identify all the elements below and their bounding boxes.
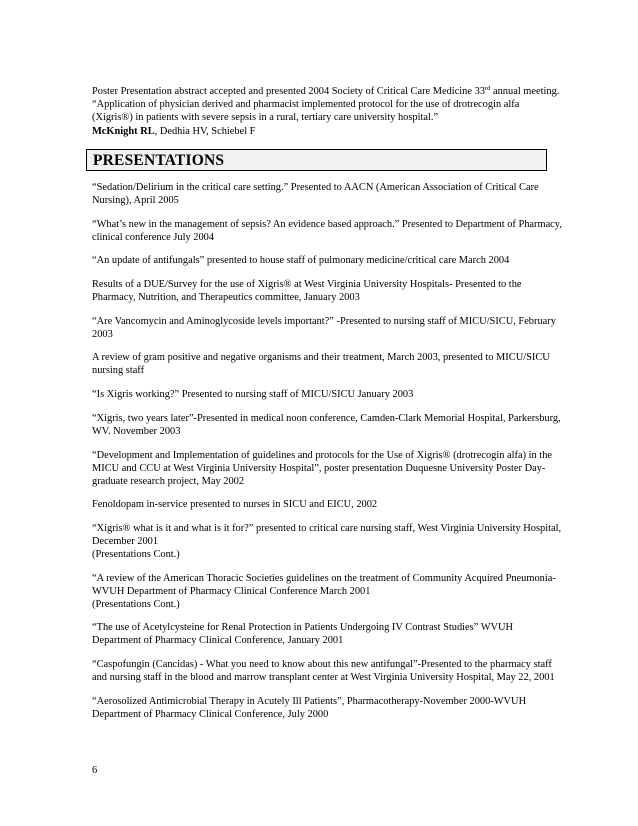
presentation-entry: “Xigris® what is it and what is it for?” presented to critical care nursing staff, West Virginia University Hospital, December 2001 (Presentations Cont.) [92, 522, 562, 560]
presentation-entry: “A review of the American Thoracic Societies guidelines on the treatment of Community Acquired Pneumonia-WVUH Department of Pharmacy Clinical Conference March 2001 (Presentations Cont.) [92, 572, 556, 610]
presentation-entry: “Xigris, two years later”-Presented in medical noon conference, Camden-Clark Memorial Hospital, Parkersburg, WV. November 2003 [92, 412, 561, 437]
presentation-entry: “Sedation/Delirium in the critical care setting.” Presented to AACN (American Association of Critical Care Nursing), April 2005 [92, 182, 539, 206]
presentation-entry: “The use of Acetylcysteine for Renal Protection in Patients Undergoing IV Contrast Studies” WVUH Department of Pharmacy Clinical Conference, January 2001 [92, 622, 514, 647]
presentation-entry: Fenoldopam in-service presented to nurses in SICU and EICU, 2002 [92, 499, 378, 511]
ordinal-suffix: rd [484, 85, 491, 92]
presentation-entry: “Are Vancomycin and Aminoglycoside levels important?” -Presented to nursing staff of MICU/SICU, February 2003 [92, 315, 556, 340]
presentation-entry: A review of gram positive and negative organisms and their treatment, March 2003, presented to MICU/SICU nursing staff [92, 352, 550, 377]
presentation-entry: “Caspofungin (Cancidas) - What you need to know about this new antifungal”-Presented to the pharmacy staff and nursing staff in the blood and marrow transplant center at West Virginia University Hospital, May 22, 2001 [92, 658, 555, 683]
abstract-authors [92, 125, 562, 138]
presentation-entry: Results of a DUE/Survey for the use of Xigris® at West Virginia University Hospitals- Presented to the Pharmacy, Nutrition, and Therapeutics committee, January 2003 [92, 279, 522, 304]
poster-abstract [92, 85, 562, 138]
presentation-entry: “Aerosolized Antimicrobial Therapy in Acutely Ill Patients”, Pharmacotherapy-November 2000-WVUH Department of Pharmacy Clinical Conference, July 2000 [92, 695, 527, 720]
presentations-list [92, 181, 562, 731]
presentation-entry: “Is Xigris working?” Presented to nursing staff of MICU/SICU January 2003 [92, 389, 414, 401]
presentation-entry: “What’s new in the management of sepsis? An evidence based approach.” Presented to Department of Pharmacy, clinical conference July 2004 [92, 218, 562, 243]
abstract-text-part2: annual meeting. “Application of physician derived and pharmacist implemented protocol for the use of drotrecogin alfa (Xigris®) in patients with severe sepsis in a rural, tertiary care university hospital.” [92, 86, 560, 124]
presentation-entry: “An update of antifungals” presented to house staff of pulmonary medicine/critical care March 2004 [92, 255, 510, 267]
section-header-box [86, 149, 547, 171]
presentation-entry: “Development and Implementation of guidelines and protocols for the Use of Xigris® (drotrecogin alfa) in the MICU and CCU at West Virginia University Hospital”, poster presentation Duquesne University Poster Day-graduate research project, May 2002 [92, 449, 553, 487]
section-title: PRESENTATIONS [93, 152, 225, 169]
abstract-text-part1: Poster Presentation abstract accepted and presented 2004 Society of Critical Care Medicine 33 [92, 86, 485, 97]
page-number: 6 [92, 765, 98, 776]
poster-abstract-text [92, 85, 562, 125]
primary-author: McKnight RL [92, 125, 155, 137]
co-authors: , Dedhia HV, Schiebel F [154, 125, 256, 137]
